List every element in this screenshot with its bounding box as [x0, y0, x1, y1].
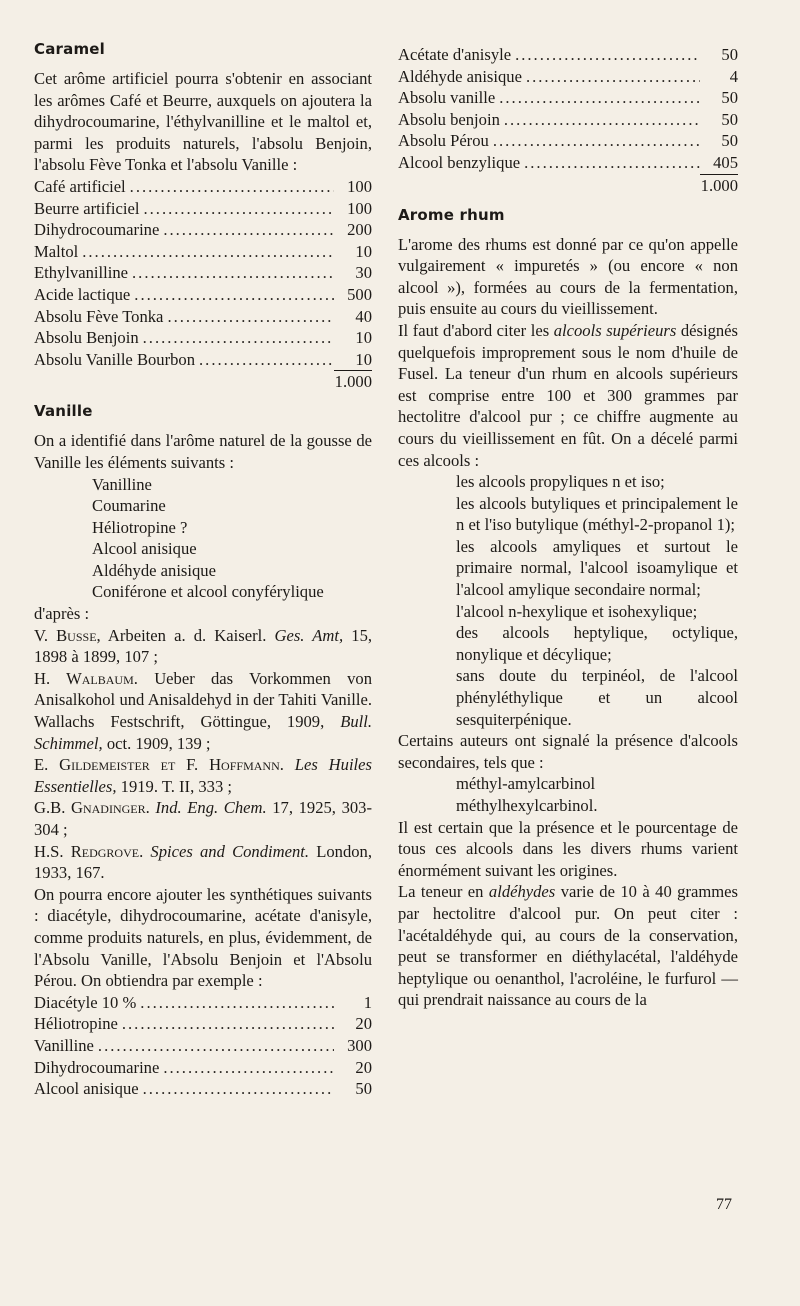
recipe-row [398, 66, 738, 88]
ingredient-quantity: 1 [363, 992, 372, 1012]
ingredient-name: Absolu Pérou [398, 131, 489, 151]
leader-dots [130, 176, 334, 198]
caramel-total: 1.000 [334, 372, 372, 392]
leader-dots [98, 1035, 334, 1057]
vanille-element: Aldéhyde anisique [92, 560, 216, 580]
caramel-heading: Caramel [34, 40, 105, 58]
ingredient-name: Absolu Vanille Bourbon [34, 349, 196, 369]
leader-dots [504, 109, 700, 131]
ingredient-quantity: 20 [355, 1057, 372, 1077]
ingredient-name: Dihydrocoumarine [34, 1057, 160, 1077]
leader-dots [134, 284, 334, 306]
right-column [398, 44, 738, 1011]
ingredient-quantity: 50 [721, 45, 738, 64]
leader-dots [524, 152, 700, 174]
recipe-row [34, 219, 372, 241]
rhum-alcool-item: sans doute du terpinéol, de l'alcool phényléthylique et un alcool sesquiterpénique. [456, 666, 738, 729]
leader-dots [144, 198, 335, 220]
leader-dots [167, 306, 334, 328]
ingredient-quantity: 100 [347, 198, 372, 218]
leader-dots [526, 66, 700, 88]
leader-dots [199, 349, 334, 371]
reference-entry: H.S. Redgrove. Spices and Condiment. London, 1933, 167. [34, 841, 372, 883]
recipe-row [398, 44, 738, 66]
recipe-row [398, 109, 738, 131]
ingredient-quantity: 50 [721, 131, 738, 151]
vanille-element: Coniférone et alcool conyférylique [92, 582, 324, 602]
recipe-row [34, 306, 372, 328]
rhum-secondaire-item: méthyl-amylcarbinol [456, 774, 596, 794]
ingredient-name: Dihydrocoumarine [34, 220, 160, 240]
ingredient-quantity: 50 [721, 88, 738, 108]
rhum-p3: Certains auteurs ont signalé la présence d'alcools secondaires, tels que : [398, 731, 738, 772]
rhum-p1: L'arome des rhums est donné par ce qu'on appelle vulgairement « impuretés » (ou encore « non alcool »), formées au cours de la fermentation, puis ensuite au cours du vieillissement. [398, 234, 738, 319]
ingredient-quantity: 10 [355, 241, 372, 261]
vanille-recipe-continued [398, 44, 738, 174]
recipe-row [34, 992, 372, 1014]
ingredient-name: Acétate d'anisyle [398, 45, 512, 64]
ingredient-quantity: 50 [355, 1079, 372, 1099]
leader-dots [143, 1078, 334, 1100]
leader-dots [140, 992, 334, 1014]
ingredient-quantity: 10 [355, 349, 372, 369]
vanille-recipe [34, 992, 372, 1100]
ingredient-name: Aldéhyde anisique [398, 66, 522, 86]
ingredient-name: Alcool benzylique [398, 152, 521, 172]
rhum-p4: Il est certain que la présence et le pourcentage de tous ces alcools dans les divers rhums varient énormément suivant les origines. [398, 817, 738, 880]
ingredient-quantity: 30 [355, 263, 372, 283]
rhum-secondaire-item: méthylhexylcarbinol. [456, 796, 598, 815]
rhum-heading: Arome rhum [398, 205, 505, 224]
recipe-row [34, 327, 372, 349]
recipe-row [34, 198, 372, 220]
recipe-row [34, 241, 372, 263]
recipe-row [398, 130, 738, 152]
vanille-element: Alcool anisique [92, 539, 197, 559]
rhum-alcool-item: les alcools amyliques et surtout le primaire normal, l'alcool isoamylique et l'alcool amylique secondaire normal; [456, 536, 738, 600]
leader-dots [493, 130, 700, 152]
vanille-total: 1.000 [700, 175, 738, 195]
leader-dots [143, 327, 334, 349]
rhum-alcool-item: l'alcool n-hexylique et isohexylique; [456, 601, 698, 621]
recipe-row [34, 176, 372, 198]
vanille-apres: d'après : [34, 604, 90, 624]
ingredient-quantity: 50 [721, 109, 738, 129]
leader-dots [163, 1057, 334, 1079]
recipe-row [34, 1078, 372, 1100]
vanille-element: Vanilline [92, 474, 152, 494]
ingredient-quantity: 10 [355, 328, 372, 348]
ingredient-name: Absolu Fève Tonka [34, 306, 164, 326]
vanille-heading: Vanille [34, 402, 93, 421]
vanille-intro: On a identifié dans l'arôme naturel de la gousse de Vanille les éléments suivants : [34, 431, 372, 472]
ingredient-quantity: 4 [729, 66, 738, 86]
left-column [34, 38, 372, 1100]
rhum-secondaires-list [398, 773, 738, 816]
ingredient-quantity: 40 [355, 306, 372, 326]
recipe-row [34, 284, 372, 306]
ingredient-name: Ethylvanilline [34, 263, 129, 283]
rhum-alcool-item: des alcools heptylique, octylique, nonylique et décylique; [456, 623, 738, 664]
vanille-elements-list [34, 474, 372, 604]
vanille-references [34, 625, 372, 884]
ingredient-name: Héliotropine [34, 1014, 118, 1034]
leader-dots [82, 241, 334, 263]
ingredient-name: Absolu Benjoin [34, 328, 139, 348]
reference-entry: V. Busse, Arbeiten a. d. Kaiserl. Ges. Amt, 15, 1898 à 1899, 107 ; [34, 625, 373, 667]
vanille-more: On pourra encore ajouter les synthétiques suivants : diacétyle, dihydrocoumarine, acétate d'anisyle, comme produits naturels, en plus, évidemment, de l'Absolu Vanille, l'Absolu Benjoin et l'Absolu Pérou. On obtiendra par exemple : [34, 884, 372, 991]
recipe-row [34, 1013, 372, 1035]
ingredient-quantity: 200 [347, 220, 372, 240]
leader-dots [499, 87, 700, 109]
ingredient-name: Beurre artificiel [34, 198, 140, 218]
ingredient-quantity: 20 [355, 1014, 372, 1034]
ingredient-quantity: 100 [347, 176, 372, 196]
leader-dots [132, 262, 334, 284]
recipe-row [398, 152, 738, 174]
ingredient-name: Absolu benjoin [398, 109, 500, 129]
leader-dots [515, 44, 700, 66]
caramel-recipe [34, 176, 372, 370]
ingredient-name: Alcool anisique [34, 1079, 139, 1099]
recipe-row [34, 1035, 372, 1057]
recipe-row [34, 262, 372, 284]
recipe-row [34, 349, 372, 371]
leader-dots [122, 1013, 334, 1035]
rhum-alcool-item: les alcools butyliques et principalement le n et l'iso butylique (méthyl-2-propanol 1); [456, 493, 738, 535]
ingredient-name: Diacétyle 10 % [34, 992, 137, 1012]
rhum-p5: La teneur en aldéhydes varie de 10 à 40 grammes par hectolitre d'alcool pur. On peut citer : l'acétaldéhyde qui, au cours de la conservation, peut se transformer en diéthylacétal, l'aldéhyde heptylique ou oenanthol, l'acroléine, le furfurol — qui prendrait naissance au cours de la [398, 882, 739, 1010]
reference-entry: H. Walbaum. Ueber das Vorkommen von Anisalkohol und Anisaldehyd in der Tahiti Vanille. Wallachs Festschrift, Göttingue, 1909, Bull. Schimmel, oct. 1909, 139 ; [34, 668, 372, 753]
leader-dots [163, 219, 334, 241]
ingredient-quantity: 300 [347, 1035, 372, 1055]
ingredient-name: Acide lactique [34, 284, 131, 304]
rhum-p2: Il faut d'abord citer les alcools supérieurs désignés quelquefois improprement sous le nom d'huile de Fusel. La teneur d'un rhum en alcools supérieurs est comprise entre 100 et 300 grammes par hectolitre d'alcool pur ; ce chiffre augmente au cours du vieillissement en fût. On a décelé parmi ces alcools : [398, 320, 739, 470]
vanille-element: Coumarine [92, 496, 166, 516]
rhum-alcools-list [398, 471, 738, 730]
caramel-intro: Cet arôme artificiel pourra s'obtenir en associant les arômes Café et Beurre, auxquels on ajoutera la dihydrocoumarine, l'éthylvanilline et le maltol et, parmi les produits naturels, l'absolu Benjoin, l'absolu Fève Tonka et l'absolu Vanille : [34, 69, 372, 175]
rhum-alcool-item: les alcools propyliques n et iso; [456, 472, 665, 492]
reference-entry: G.B. Gnadinger. Ind. Eng. Chem. 17, 1925, 303-304 ; [34, 798, 372, 839]
vanille-element: Héliotropine ? [92, 517, 188, 537]
recipe-row [34, 1057, 372, 1079]
recipe-row [398, 87, 738, 109]
ingredient-name: Absolu vanille [398, 88, 496, 108]
ingredient-name: Maltol [34, 241, 79, 261]
ingredient-quantity: 405 [713, 152, 738, 172]
ingredient-name: Vanilline [34, 1035, 94, 1055]
ingredient-quantity: 500 [347, 284, 372, 304]
reference-entry: E. Gildemeister et F. Hoffmann. Les Huiles Essentielles, 1919. T. II, 333 ; [34, 755, 372, 796]
page-number: 77 [716, 1196, 732, 1213]
ingredient-name: Café artificiel [34, 176, 126, 196]
